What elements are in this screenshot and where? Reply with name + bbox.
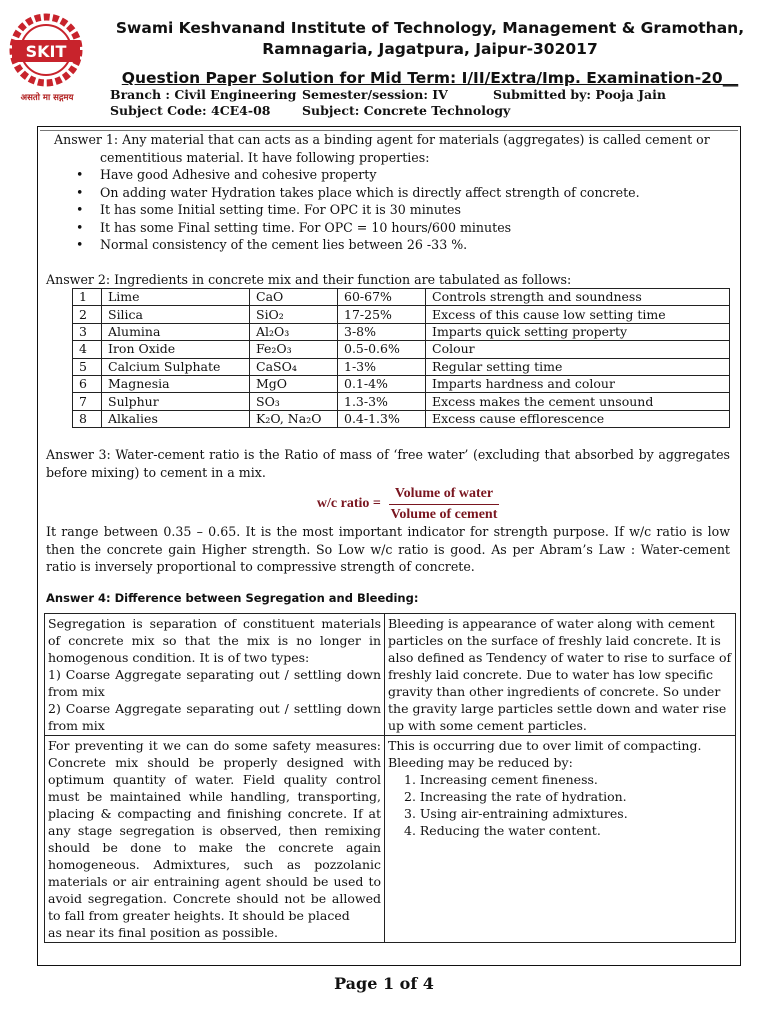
ingredient-formula: SiO₂ [250,306,338,323]
ingredient-name: Calcium Sulphate [102,358,250,375]
bleeding-definition-cell [385,614,736,736]
ingredients-table [72,288,730,428]
ingredient-function: Imparts hardness and colour [426,375,730,392]
ingredient-formula: CaSO₄ [250,358,338,375]
row-number: 3 [73,323,102,340]
answer-1-bullets [76,166,730,254]
formula-denominator: Volume of cement [390,507,498,523]
ingredient-function: Excess cause efflorescence [426,410,730,427]
segregation-prevention: For preventing it we can do some safety measures: Concrete mix should be properly designed with optimum quantity of water. Field quality control must be maintained while handling, transporting, placing & compacting and finishing concrete. If at any stage segregation is observed, then remixing should be done to make the concrete again homogeneous. Admixtures, such as pozzolanic materials or air entraining agent should be used to avoid segregation. Concrete should not be allowed to fall from greater heights. It should be placed [48,738,381,924]
list-item: • Have good Adhesive and cohesive property [76,166,730,184]
logo-text: SKIT [25,42,67,61]
formula-fraction [389,485,499,524]
answer-4 [46,590,730,944]
segregation-type-1: 1) Coarse Aggregate separating out / settling down from mix [48,667,381,700]
table-row [73,410,730,427]
ingredients-table-body [73,289,730,428]
ingredient-name: Alumina [102,323,250,340]
row-number: 2 [73,306,102,323]
subject-code-label: Subject Code: 4CE4-08 [110,103,271,118]
table-row [73,358,730,375]
ingredient-percent: 1.3-3% [338,393,426,410]
ingredient-function: Colour [426,341,730,358]
segregation-prevention-cell [45,736,385,943]
bleeding-cause: This is occurring due to over limit of compacting. [388,738,702,754]
question-paper-title: Question Paper Solution for Mid Term: I/II/Extra/Imp. Examination-20__ [121,69,739,87]
branch-label: Branch : Civil Engineering [110,87,297,102]
ingredient-function: Controls strength and soundness [426,289,730,306]
table-row [73,306,730,323]
answer-2-intro: Answer 2: Ingredients in concrete mix and their function are tabulated as follows: [46,271,572,287]
ingredient-name: Silica [102,306,250,323]
ingredient-name: Alkalies [102,410,250,427]
ingredient-function: Excess of this cause low setting time [426,306,730,323]
frame-divider [740,126,741,964]
bleeding-remedy-cell [385,736,736,943]
ingredient-formula: K₂O, Na₂O [250,410,338,427]
ingredient-percent: 0.5-0.6% [338,341,426,358]
answer-4-heading: Answer 4: Difference between Segregation and Bleeding: [46,590,419,605]
list-item: • On adding water Hydration takes place which is directly affect strength of concrete. [76,184,730,202]
ingredient-name: Sulphur [102,393,250,410]
list-item: • It has some Initial setting time. For OPC it is 30 minutes [76,201,730,219]
ingredient-percent: 0.1-4% [338,375,426,392]
list-item: • It has some Final setting time. For OPC = 10 hours/600 minutes [76,219,730,237]
answer-2 [46,271,730,429]
logo-motto: असतो मा सद्गमय [20,93,74,103]
semester-label: Semester/session: IV [302,87,448,102]
institute-line-1: Swami Keshvanand Institute of Technology, Management & Gramothan, [115,19,745,37]
formula-lhs: w/c ratio = [316,496,381,512]
bleeding-steps [404,771,732,839]
answer-3 [46,446,730,576]
institute-line-2: Ramnagaria, Jagatpura, Jaipur-302017 [262,40,598,58]
table-row [45,614,736,736]
ingredient-formula: CaO [250,289,338,306]
list-item: • Normal consistency of the cement lies between 26 -33 %. [76,236,730,254]
row-number: 6 [73,375,102,392]
ingredient-name: Iron Oxide [102,341,250,358]
ingredient-percent: 60-67% [338,289,426,306]
list-item: 3. Using air-entraining admixtures. [404,806,628,822]
table-row [73,289,730,306]
row-number: 1 [73,289,102,306]
ingredient-percent: 0.4-1.3% [338,410,426,427]
table-row [73,323,730,340]
ingredient-function: Excess makes the cement unsound [426,393,730,410]
answer-3-body: It range between 0.35 – 0.65. It is the most important indicator for strength purpose. If w/c ratio is low then the concrete gain Higher strength. So Low w/c ratio is good. As per Abram’s Law : Water-cement ratio is inversely proportional to compressive strength of concrete. [46,524,730,575]
ingredient-percent: 17-25% [338,306,426,323]
bleeding-definition: Bleeding is appearance of water along with cement particles on the surface of freshly laid concrete. It is also defined as Tendency of water to rise to surface of freshly laid concrete. Due to water has low specific gravity than other ingredients of concrete. So under the gravity large particles settle down and water rise up with some cement particles. [388,616,732,734]
table-row [73,341,730,358]
answers-content [46,131,730,943]
segregation-definition-cell [45,614,385,736]
answer-1 [46,131,730,254]
answer-3-intro: Answer 3: Water-cement ratio is the Ratio of mass of ‘free water’ (excluding that absorbed by aggregates before mixing) to cement in a mix. [46,447,730,480]
row-number: 7 [73,393,102,410]
answer-1-intro-cont: cementitious material. It have following properties: [100,149,430,165]
answer-1-intro: Answer 1: Any material that can acts as a binding agent for materials (aggregates) is called cement or [54,132,710,147]
ingredient-function: Regular setting time [426,358,730,375]
subject-label: Subject: Concrete Technology [302,103,511,118]
ingredient-name: Magnesia [102,375,250,392]
ingredient-function: Imparts quick setting property [426,323,730,340]
page-number: Page 1 of 4 [334,974,434,993]
wc-ratio-formula [86,485,730,523]
bleeding-reduce-heading: Bleeding may be reduced by: [388,755,573,771]
segregation-bleeding-table [44,613,736,943]
institute-name [92,18,768,60]
row-number: 8 [73,410,102,427]
table-row [45,736,736,943]
ingredient-percent: 3-8% [338,323,426,340]
segregation-type-2: 2) Coarse Aggregate separating out / settling down from mix [48,701,381,734]
row-number: 4 [73,341,102,358]
ingredient-percent: 1-3% [338,358,426,375]
logo-gear-icon [8,10,84,94]
ingredient-formula: Fe₂O₃ [250,341,338,358]
list-item: 2. Increasing the rate of hydration. [404,789,627,805]
ingredient-name: Lime [102,289,250,306]
list-item: 1. Increasing cement fineness. [404,772,598,788]
segregation-prevention-tail: as near its final position as possible. [48,925,278,941]
formula-numerator: Volume of water [389,485,499,506]
segregation-definition: Segregation is separation of constituent materials of concrete mix so that the mix is no longer in homogenous condition. It is of two types: [48,616,381,666]
row-number: 5 [73,358,102,375]
list-item: 4. Reducing the water content. [404,823,601,839]
submitted-by-label: Submitted by: Pooja Jain [493,87,666,102]
ingredient-formula: Al₂O₃ [250,323,338,340]
table-row [73,393,730,410]
table-row [73,375,730,392]
ingredient-formula: SO₃ [250,393,338,410]
ingredient-formula: MgO [250,375,338,392]
